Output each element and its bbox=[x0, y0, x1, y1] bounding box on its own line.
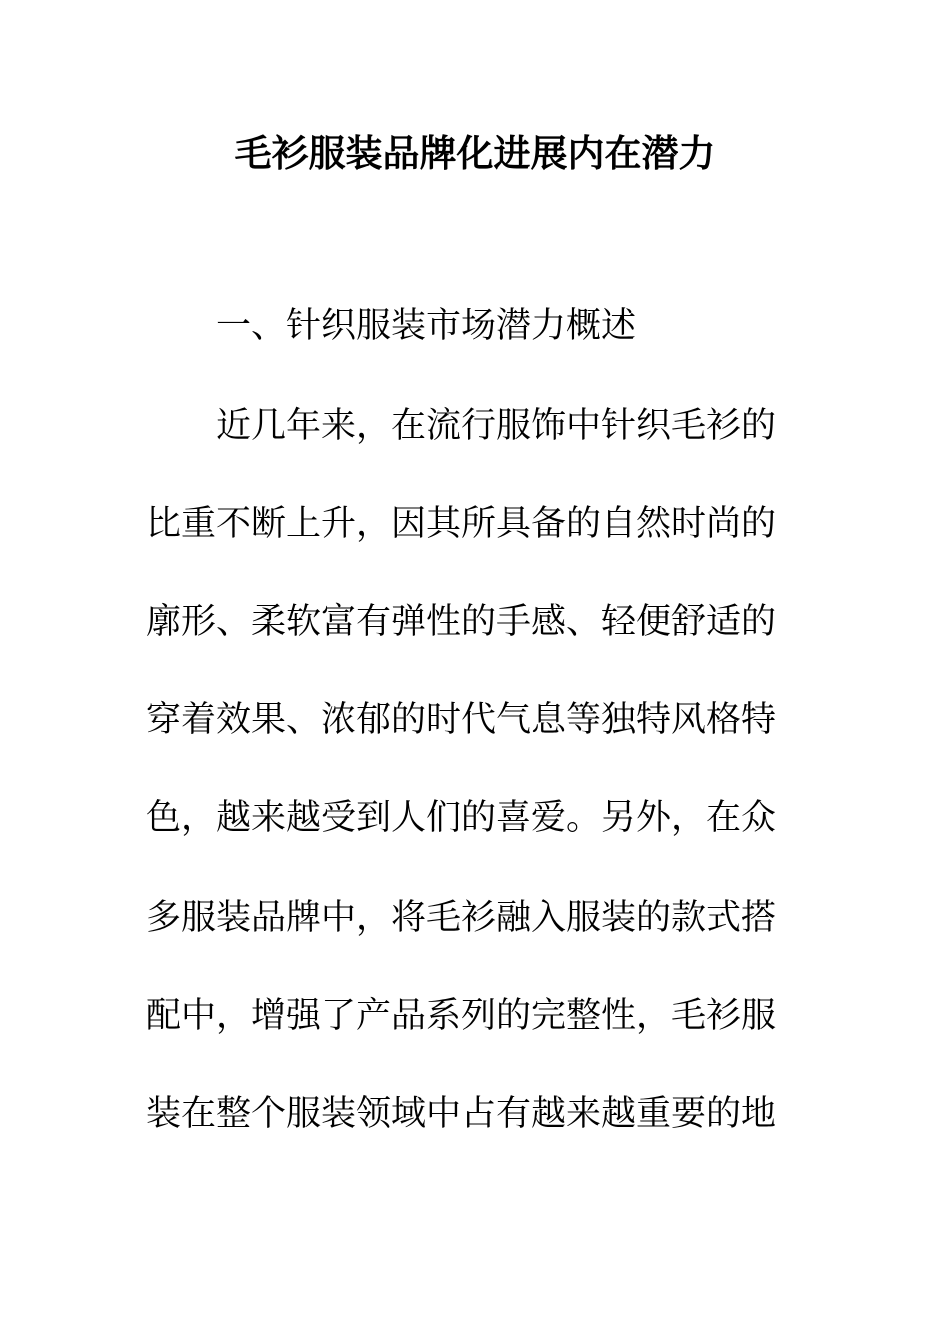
paragraph-line-1: 近几年来，在流行服饰中针织毛衫的 bbox=[216, 406, 777, 446]
paragraph-line-6: 多服装品牌中，将毛衫融入服装的款式搭 bbox=[146, 898, 777, 938]
document-title: 毛衫服装品牌化进展内在潜力 bbox=[234, 131, 716, 175]
paragraph-line-4: 穿着效果、浓郁的时代气息等独特风格特 bbox=[146, 700, 777, 740]
paragraph-line-3: 廓形、柔软富有弹性的手感、轻便舒适的 bbox=[146, 602, 777, 642]
paragraph-line-5: 色，越来越受到人们的喜爱。另外，在众 bbox=[146, 798, 777, 838]
section-heading: 一、针织服装市场潜力概述 bbox=[216, 306, 637, 346]
paragraph-line-7: 配中，增强了产品系列的完整性，毛衫服 bbox=[146, 996, 777, 1036]
paragraph-line-8: 装在整个服装领域中占有越来越重要的地 bbox=[146, 1094, 777, 1134]
paragraph-line-2: 比重不断上升，因其所具备的自然时尚的 bbox=[146, 504, 777, 544]
